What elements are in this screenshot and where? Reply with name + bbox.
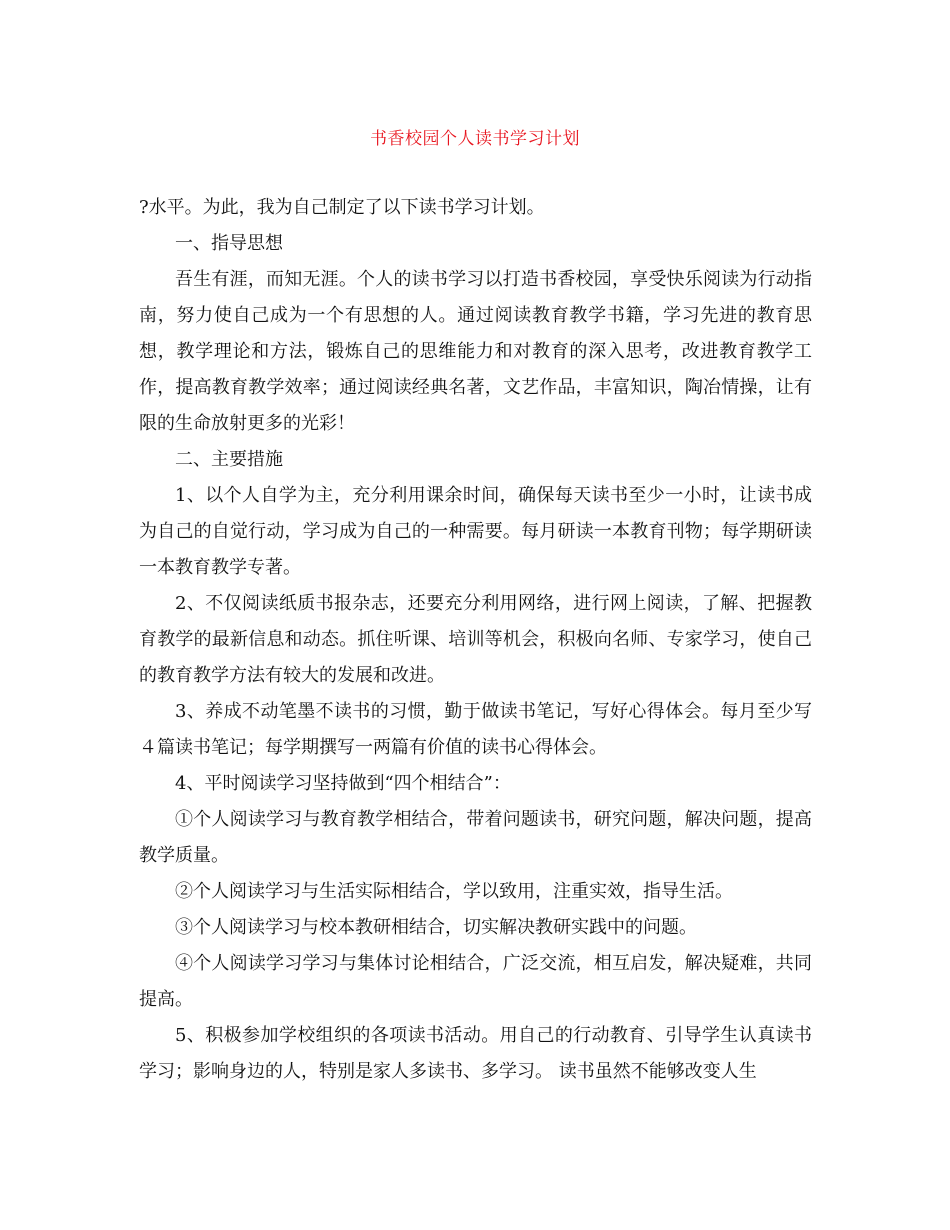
document-title: 书香校园个人读书学习计划 (370, 129, 580, 149)
paragraph: 二、主要措施 (175, 449, 283, 470)
document-body (139, 190, 812, 1090)
paragraph: ④个人阅读学习学习与集体讨论相结合，广泛交流，相互启发，解决疑难，共同提高。 (139, 953, 812, 1010)
paragraph: 吾生有涯，而知无涯。个人的读书学习以打造书香校园，享受快乐阅读为行动指南，努力使自己成为一个有思想的人。通过阅读教育教学书籍，学习先进的教育思想，教学理论和方法，锻炼自己的思维能力和对教育的深入思考，改进教育教学工作，提高教育教学效率；通过阅读经典名著，文艺作品，丰富知识，陶冶情操，让有限的生命放射更多的光彩！ (139, 269, 812, 434)
paragraph: 4、平时阅读学习坚持做到“四个相结合”： (175, 773, 511, 794)
paragraph: 2、不仅阅读纸质书报杂志，还要充分利用网络，进行网上阅读，了解、把握教育教学的最新信息和动态。抓住听课、培训等机会，积极向名师、专家学习，使自己的教育教学方法有较大的发展和改进。 (139, 593, 812, 686)
paragraph: ③个人阅读学习与校本教研相结合，切实解决教研实践中的问题。 (175, 917, 697, 938)
paragraph: ②个人阅读学习与生活实际相结合，学以致用，注重实效，指导生活。 (175, 881, 733, 902)
paragraph: 5、积极参加学校组织的各项读书活动。用自己的行动教育、引导学生认真读书学习；影响身边的人，特别是家人多读书、多学习。 读书虽然不能够改变人生 (139, 1025, 812, 1082)
paragraph: 一、指导思想 (175, 233, 283, 254)
paragraph: 1、以个人自学为主，充分利用课余时间，确保每天读书至少一小时，让读书成为自己的自觉行动，学习成为自己的一种需要。每月研读一本教育刊物；每学期研读一本教育教学专著。 (139, 485, 812, 578)
paragraph: 3、养成不动笔墨不读书的习惯，勤于做读书笔记，写好心得体会。每月至少写４篇读书笔记；每学期撰写一两篇有价值的读书心得体会。 (139, 701, 812, 758)
paragraph: ?水平。为此，我为自己制定了以下读书学习计划。 (139, 197, 545, 218)
paragraph: ①个人阅读学习与教育教学相结合，带着问题读书，研究问题，解决问题，提高教学质量。 (139, 809, 812, 866)
